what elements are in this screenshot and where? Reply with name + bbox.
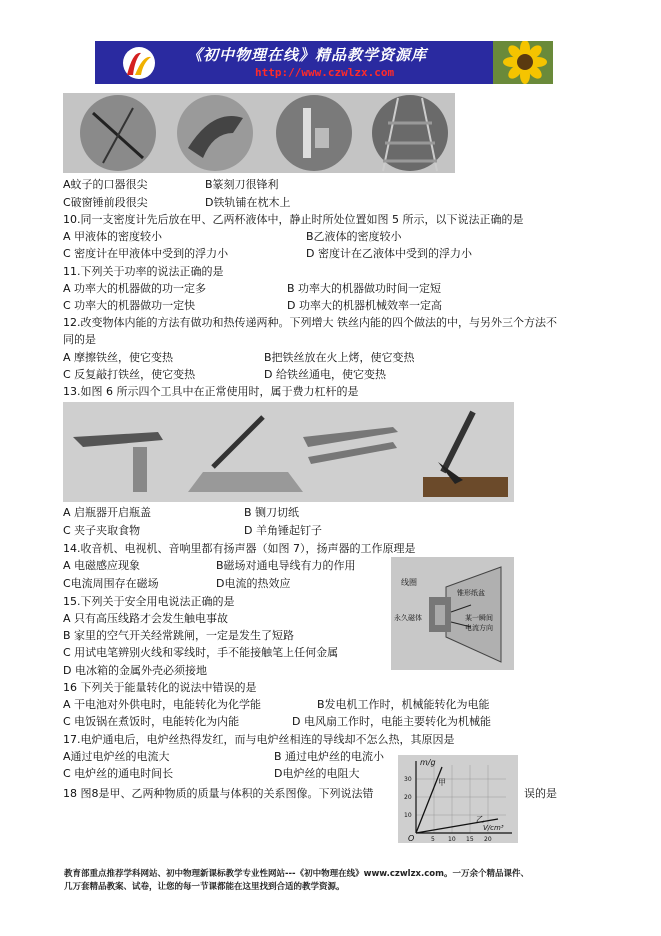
q16-stem: 16 下列关于能量转化的说法中错误的是 [63, 681, 257, 694]
q9-option-d: D铁轨铺在枕木上 [205, 196, 291, 209]
fig8-xtick: 10 [448, 836, 456, 843]
fig8-label-jia: 甲 [438, 778, 446, 787]
q10-option-c: C 密度计在甲液体中受到的浮力小 [63, 247, 229, 260]
q10-option-b: B乙液体的密度较小 [306, 230, 402, 243]
q16-option-c: C 电饭锅在煮饭时，电能转化为内能 [63, 715, 240, 728]
fig8-ytick: 30 [404, 776, 412, 783]
q15-option-a: A 只有高压线路才会发生触电事故 [63, 612, 229, 625]
q14-option-b: B磁场对通电导线有力的作用 [216, 559, 356, 572]
fig8-xtick: 15 [466, 836, 474, 843]
fig7-label-cone: 锥形纸盆 [457, 589, 485, 597]
q17-stem: 17.电炉通电后，电炉丝热得发红，而与电炉丝相连的导线却不怎么热，其原因是 [63, 733, 455, 746]
banner-url: http://www.czwlzx.com [255, 66, 395, 79]
q15-option-d: D 电冰箱的金属外壳必须接地 [63, 664, 207, 677]
footer-line-1: 教育部重点推荐学科网站、初中物理新课标教学专业性网站---《初中物理在线》www.czwlzx.com。一万余个精品课件、 [64, 869, 529, 879]
q11-stem: 11.下列关于功率的说法正确的是 [63, 265, 224, 278]
fig8-xtick: 20 [484, 836, 492, 843]
q13-option-a: A 启瓶器开启瓶盖 [63, 506, 152, 519]
figure-8-mass-volume-graph [398, 755, 518, 843]
fig7-label-magnet: 永久磁体 [394, 614, 422, 622]
q16-option-b: B发电机工作时，机械能转化为电能 [317, 698, 490, 711]
q13-option-b: B 铡刀切纸 [244, 506, 300, 519]
figure-7-loudspeaker [391, 557, 514, 670]
fig8-ytick: 20 [404, 794, 412, 801]
q9-option-a: A蚊子的口器很尖 [63, 178, 148, 191]
q13-option-c: C 夹子夹取食物 [63, 524, 141, 537]
q14-option-a: A 电磁感应现象 [63, 559, 141, 572]
fig7-label-current: 电流方向 [465, 624, 493, 632]
banner-title: 《初中物理在线》精品教学资源库 [187, 46, 428, 64]
q16-option-d: D 电风扇工作时，电能主要转化为机械能 [292, 715, 491, 728]
q11-option-b: B 功率大的机器做功时间一定短 [287, 282, 442, 295]
sunflower-icon [493, 41, 553, 84]
fig7-label-instant: 某一瞬间 [465, 614, 493, 622]
q9-option-c: C破窗锤前段很尖 [63, 196, 148, 209]
q12-option-c: C 反复敲打铁丝，使它变热 [63, 368, 196, 381]
fig8-ylabel: m/g [420, 758, 436, 767]
q18-stem-left: 18 图8是甲、乙两种物质的质量与体积的关系图像。下列说法错 [63, 787, 374, 800]
fig7-label-coil: 线圈 [401, 578, 417, 587]
q12-option-d: D 给铁丝通电，使它变热 [264, 368, 386, 381]
fig8-label-yi: 乙 [476, 815, 484, 824]
q12-stem-line2: 同的是 [63, 333, 96, 346]
q9-option-b: B篆刻刀很锋利 [205, 178, 279, 191]
q13-stem: 13.如图 6 所示四个工具中在正常使用时，属于费力杠杆的是 [63, 385, 359, 398]
q17-option-d: D电炉丝的电阻大 [274, 767, 360, 780]
q11-option-c: C 功率大的机器做功一定快 [63, 299, 196, 312]
q11-option-d: D 功率大的机器机械效率一定高 [287, 299, 442, 312]
site-banner [95, 41, 553, 84]
q17-option-c: C 电炉丝的通电时间长 [63, 767, 174, 780]
q14-option-c: C电流周围存在磁场 [63, 577, 159, 590]
q12-stem-line1: 12.改变物体内能的方法有做功和热传递两种。下列增大 铁丝内能的四个做法的中，与另外三个方法不 [63, 316, 557, 329]
q17-option-b: B 通过电炉丝的电流小 [274, 750, 385, 763]
figure-4-photos [63, 93, 455, 173]
q15-stem: 15.下列关于安全用电说法正确的是 [63, 595, 235, 608]
fig8-xlabel: V/cm³ [483, 824, 504, 832]
window-hammer-photo [276, 95, 352, 171]
q10-option-d: D 密度计在乙液体中受到的浮力小 [306, 247, 472, 260]
q10-stem: 10.同一支密度计先后放在甲、乙两杯液体中，静止时所处位置如图 5 所示，以下说法正确的是 [63, 213, 524, 226]
fig8-origin: O [408, 834, 415, 843]
figure-6-tools [63, 402, 514, 502]
q14-stem: 14.收音机、电视机、音响里都有扬声器（如图 7），扬声器的工作原理是 [63, 542, 416, 555]
q11-option-a: A 功率大的机器做的功一定多 [63, 282, 207, 295]
q12-option-b: B把铁丝放在火上烤，使它变热 [264, 351, 415, 364]
q10-option-a: A 甲液体的密度较小 [63, 230, 163, 243]
q18-stem-right: 误的是 [524, 787, 557, 800]
carving-knife-photo [177, 95, 253, 171]
site-logo-icon [119, 45, 159, 81]
q12-option-a: A 摩擦铁丝，使它变热 [63, 351, 174, 364]
q17-option-a: A通过电炉丝的电流大 [63, 750, 170, 763]
q13-option-d: D 羊角锤起钉子 [244, 524, 322, 537]
q16-option-a: A 干电池对外供电时，电能转化为化学能 [63, 698, 262, 711]
mosquito-photo [80, 95, 156, 171]
footer-line-2: 几万套精品教案、试卷，让您的每一节课都能在这里找到合适的教学资源。 [64, 882, 345, 892]
q15-option-b: B 家里的空气开关经常跳闸，一定是发生了短路 [63, 629, 295, 642]
q15-option-c: C 用试电笔辨别火线和零线时，手不能接触笔上任何金属 [63, 646, 339, 659]
fig8-ytick: 10 [404, 812, 412, 819]
railway-photo [372, 95, 448, 171]
fig8-xtick: 5 [431, 836, 435, 843]
q14-option-d: D电流的热效应 [216, 577, 291, 590]
